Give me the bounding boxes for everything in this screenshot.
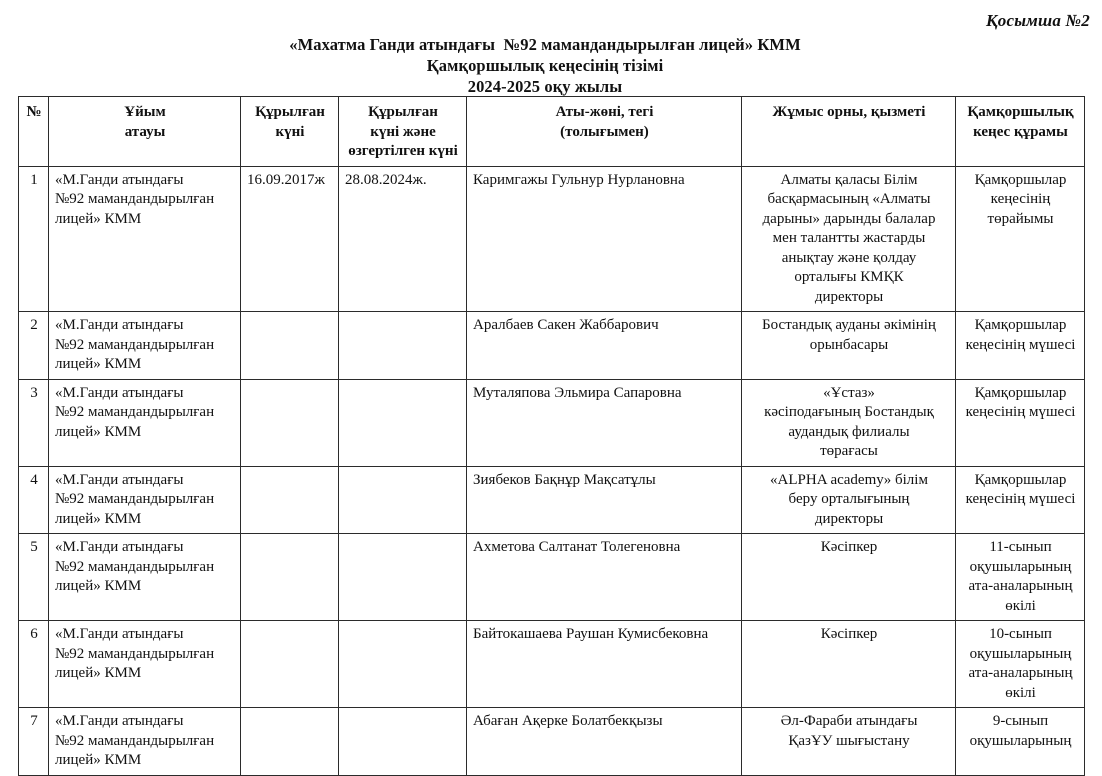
council-role-cell — [956, 621, 1085, 708]
row-number-cell — [19, 621, 49, 708]
workplace-cell-line: Кәсіпкер — [820, 539, 878, 555]
created-date-cell — [241, 534, 339, 621]
row-number-cell-line: 7 — [30, 713, 38, 729]
row-number-cell — [19, 466, 49, 534]
document-title-line-1: «Махатма Ганди атындағы №92 мамандандырылған лицей» КММ — [289, 35, 801, 54]
workplace-cell-line: Әл-Фараби атындағы — [780, 713, 918, 729]
table-header-row — [19, 97, 1085, 167]
council-role-cell-line: өкілі — [1005, 597, 1036, 614]
column-header-fullname-line-1: Аты-жөні, тегі — [555, 104, 654, 120]
council-role-cell-line: өкілі — [1005, 684, 1036, 701]
council-role-cell — [956, 379, 1085, 466]
organization-name-cell — [49, 166, 241, 312]
council-role-cell-line: 10-сынып — [989, 626, 1052, 642]
workplace-cell-line: Бостандық ауданы әкімінің — [762, 317, 936, 333]
row-number-cell — [19, 708, 49, 776]
workplace-cell-line: орынбасары — [809, 336, 889, 353]
fullname-cell — [467, 534, 742, 621]
fullname-cell-line: Байтокашаева Раушан Кумисбековна — [473, 626, 709, 642]
fullname-cell-line: Зиябеков Бақнұр Мақсатұлы — [473, 471, 656, 488]
organization-name-cell-line: №92 мамандандырылған — [55, 491, 215, 507]
organization-name-cell — [49, 621, 241, 708]
column-header-fullname-line-2: (толығымен) — [560, 123, 649, 140]
workplace-cell-line: директоры — [814, 510, 884, 527]
organization-name-cell — [49, 379, 241, 466]
table-row — [19, 708, 1085, 776]
row-number-cell — [19, 166, 49, 312]
row-number-cell-line: 1 — [30, 171, 38, 188]
roster-table-body — [19, 166, 1085, 775]
column-header-created-changed-line-2: күні және — [370, 123, 436, 140]
created-changed-date-cell — [339, 312, 467, 380]
column-header-workplace-text: Жұмыс орны, қызметі — [772, 104, 926, 120]
fullname-cell — [467, 708, 742, 776]
organization-name-cell-line: «М.Ганди атындағы — [55, 713, 184, 729]
council-role-cell — [956, 312, 1085, 380]
council-role-cell-line: 11-сынып — [989, 539, 1052, 555]
council-role-cell — [956, 466, 1085, 534]
table-row — [19, 466, 1085, 534]
workplace-cell — [742, 166, 956, 312]
created-changed-date-cell-line: 28.08.2024ж. — [345, 171, 427, 188]
column-header-council-role — [956, 97, 1085, 167]
column-header-number — [19, 97, 49, 167]
fullname-cell-line: Абаған Ақерке Болатбекқызы — [473, 713, 663, 729]
organization-name-cell-line: «М.Ганди атындағы — [55, 384, 184, 401]
organization-name-cell — [49, 312, 241, 380]
organization-name-cell-line: №92 мамандандырылған — [55, 404, 215, 420]
workplace-cell-line: Кәсіпкер — [820, 626, 878, 642]
council-role-cell-line: Қамқоршылар — [974, 471, 1067, 488]
workplace-cell-line: басқармасының «Алматы — [767, 191, 931, 207]
workplace-cell — [742, 621, 956, 708]
council-role-cell-line: Қамқоршылар — [974, 384, 1067, 401]
council-role-cell-line: Қамқоршылар — [974, 171, 1067, 188]
fullname-cell — [467, 621, 742, 708]
column-header-created-date-line-1: Құрылған — [255, 104, 325, 120]
organization-name-cell-line: лицей» КММ — [55, 423, 142, 440]
organization-name-cell-line: №92 мамандандырылған — [55, 732, 215, 749]
workplace-cell — [742, 708, 956, 776]
workplace-cell-line: «ALPHA academy» білім — [770, 471, 928, 488]
column-header-created-date — [241, 97, 339, 167]
fullname-cell-line: Ахметова Салтанат Толегеновна — [473, 539, 681, 555]
workplace-cell-line: аудандық филиалы — [788, 423, 910, 440]
created-changed-date-cell — [339, 708, 467, 776]
column-header-organization-line-2: атауы — [124, 123, 166, 140]
column-header-number-text: № — [26, 104, 42, 120]
organization-name-cell-line: №92 мамандандырылған — [55, 558, 215, 575]
table-row — [19, 379, 1085, 466]
created-date-cell — [241, 466, 339, 534]
created-changed-date-cell — [339, 534, 467, 621]
row-number-cell — [19, 534, 49, 621]
created-date-cell — [241, 621, 339, 708]
created-changed-date-cell — [339, 379, 467, 466]
workplace-cell — [742, 312, 956, 380]
organization-name-cell-line: лицей» КММ — [55, 210, 142, 227]
workplace-cell-line: орталығы КМҚК — [794, 269, 904, 285]
organization-name-cell-line: лицей» КММ — [55, 578, 142, 594]
council-role-cell — [956, 534, 1085, 621]
workplace-cell-line: беру орталығының — [788, 491, 910, 507]
table-row — [19, 166, 1085, 312]
fullname-cell-line: Каримгажы Гульнур Нурлановна — [473, 171, 685, 188]
council-role-cell-line: оқушыларының — [969, 558, 1072, 575]
organization-name-cell-line: №92 мамандандырылған — [55, 336, 215, 353]
organization-name-cell-line: «М.Ганди атындағы — [55, 626, 184, 642]
table-row — [19, 312, 1085, 380]
row-number-cell-line: 5 — [30, 539, 38, 555]
organization-name-cell-line: №92 мамандандырылған — [55, 191, 215, 207]
column-header-created-changed-line-1: Құрылған — [368, 104, 438, 120]
workplace-cell — [742, 534, 956, 621]
council-role-cell-line: ата-аналарының — [968, 665, 1073, 681]
row-number-cell — [19, 379, 49, 466]
organization-name-cell-line: «М.Ганди атындағы — [55, 171, 184, 188]
workplace-cell-line: «Ұстаз» — [823, 384, 875, 401]
created-changed-date-cell — [339, 621, 467, 708]
column-header-fullname — [467, 97, 742, 167]
council-role-cell-line: 9-сынып — [992, 713, 1049, 729]
council-role-cell-line: кеңесінің мүшесі — [965, 404, 1076, 420]
created-changed-date-cell — [339, 166, 467, 312]
document-title-block — [0, 34, 1090, 97]
row-number-cell-line: 6 — [30, 626, 38, 642]
created-date-cell — [241, 166, 339, 312]
column-header-organization-line-1: Ұйым — [124, 104, 166, 120]
column-header-organization — [49, 97, 241, 167]
council-role-cell-line: Қамқоршылар — [974, 317, 1067, 333]
organization-name-cell — [49, 466, 241, 534]
column-header-council-role-line-1: Қамқоршылық — [967, 104, 1074, 120]
workplace-cell-line: төрағасы — [820, 443, 878, 459]
fullname-cell — [467, 166, 742, 312]
fullname-cell — [467, 312, 742, 380]
council-role-cell-line: ата-аналарының — [968, 578, 1073, 594]
created-date-cell-line: 16.09.2017ж — [247, 171, 325, 188]
roster-table — [18, 96, 1085, 776]
created-changed-date-cell — [339, 466, 467, 534]
organization-name-cell-line: №92 мамандандырылған — [55, 645, 215, 662]
fullname-cell-line: Аралбаев Сакен Жаббарович — [473, 317, 659, 333]
created-date-cell — [241, 312, 339, 380]
row-number-cell-line: 4 — [30, 471, 38, 488]
workplace-cell-line: Алматы қаласы Білім — [780, 171, 918, 188]
column-header-council-role-line-2: кеңес құрамы — [973, 123, 1068, 140]
organization-name-cell-line: лицей» КММ — [55, 510, 142, 527]
fullname-cell-line: Муталяпова Эльмира Сапаровна — [473, 384, 682, 401]
appendix-label: Қосымша №2 — [986, 11, 1090, 30]
column-header-created-date-line-2: күні — [275, 123, 305, 140]
workplace-cell-line: мен талантты жастарды — [772, 230, 926, 246]
workplace-cell-line: кәсіподағының Бостандық — [764, 404, 934, 420]
workplace-cell-line: ҚазҰУ шығыстану — [788, 732, 910, 749]
council-role-cell-line: төрайымы — [987, 210, 1054, 227]
fullname-cell — [467, 466, 742, 534]
created-date-cell — [241, 379, 339, 466]
organization-name-cell-line: «М.Ганди атындағы — [55, 471, 184, 488]
organization-name-cell — [49, 708, 241, 776]
workplace-cell-line: директоры — [814, 288, 884, 305]
created-date-cell — [241, 708, 339, 776]
organization-name-cell-line: «М.Ганди атындағы — [55, 539, 184, 555]
roster-table-container — [18, 96, 1084, 776]
workplace-cell-line: анықтау және қолдау — [781, 249, 917, 266]
document-title-line-3: 2024-2025 оқу жылы — [467, 77, 623, 96]
document-title-line-2: Қамқоршылық кеңесінің тізімі — [426, 56, 664, 75]
column-header-workplace — [742, 97, 956, 167]
council-role-cell-line: оқушыларының — [969, 732, 1072, 749]
row-number-cell-line: 2 — [30, 317, 38, 333]
organization-name-cell-line: лицей» КММ — [55, 356, 142, 372]
council-role-cell — [956, 166, 1085, 312]
table-row — [19, 534, 1085, 621]
row-number-cell — [19, 312, 49, 380]
organization-name-cell-line: лицей» КММ — [55, 665, 142, 681]
roster-table-head — [19, 97, 1085, 167]
fullname-cell — [467, 379, 742, 466]
workplace-cell — [742, 466, 956, 534]
workplace-cell-line: дарыны» дарынды балалар — [762, 210, 936, 227]
table-row — [19, 621, 1085, 708]
column-header-created-changed-line-3: өзгертілген күні — [348, 143, 458, 159]
council-role-cell-line: кеңесінің мүшесі — [965, 336, 1076, 353]
workplace-cell — [742, 379, 956, 466]
organization-name-cell-line: лицей» КММ — [55, 752, 142, 768]
council-role-cell-line: кеңесінің мүшесі — [965, 491, 1076, 507]
organization-name-cell — [49, 534, 241, 621]
row-number-cell-line: 3 — [30, 384, 38, 401]
council-role-cell — [956, 708, 1085, 776]
council-role-cell-line: кеңесінің — [990, 191, 1051, 207]
council-role-cell-line: оқушыларының — [969, 645, 1072, 662]
organization-name-cell-line: «М.Ганди атындағы — [55, 317, 184, 333]
column-header-created-changed-date — [339, 97, 467, 167]
